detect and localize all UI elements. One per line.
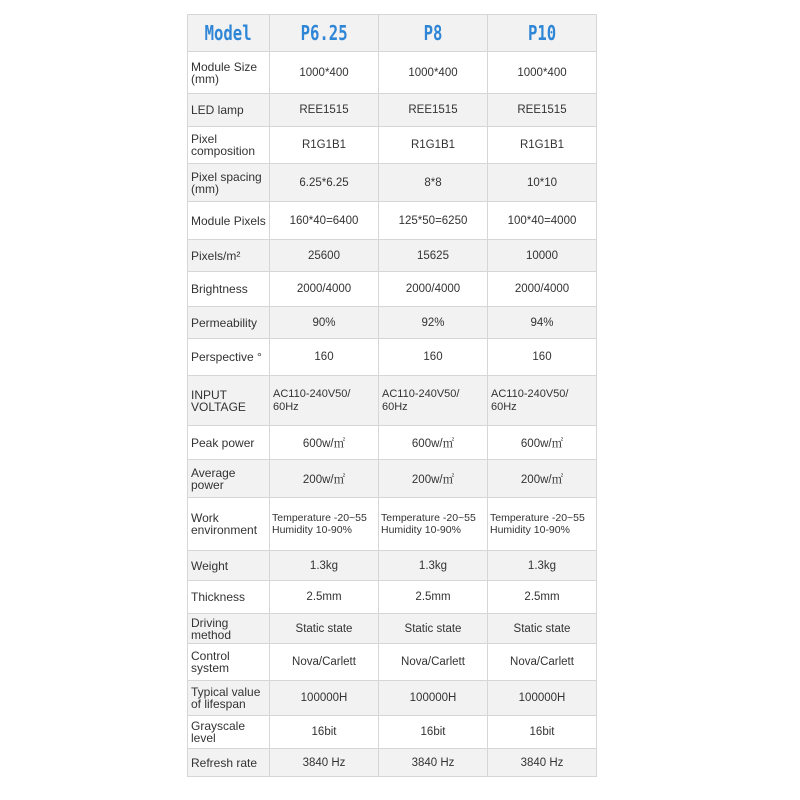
table-cell: AC110-240V50/ 60Hz — [488, 376, 597, 426]
table-cell: AC110-240V50/ 60Hz — [379, 376, 488, 426]
row-label: Work environment — [188, 498, 270, 551]
table-cell: 16bit — [270, 716, 379, 749]
row-label: Pixels/m² — [188, 240, 270, 272]
row-label: Thickness — [188, 581, 270, 614]
header-cell-p10: P10 — [488, 15, 597, 52]
row-label: Pixel composition — [188, 127, 270, 164]
table-cell: 125*50=6250 — [379, 202, 488, 240]
table-header-row — [188, 15, 597, 52]
table-cell: Temperature -20~55 Humidity 10-90% — [379, 498, 488, 551]
header-cell-model: Model — [188, 15, 270, 52]
row-label: Weight — [188, 551, 270, 581]
table-cell: 100*40=4000 — [488, 202, 597, 240]
row-label: Refresh rate — [188, 749, 270, 777]
table-cell: Nova/Carlett — [379, 644, 488, 681]
table-row — [188, 581, 597, 614]
row-label: Permeability — [188, 307, 270, 339]
row-label: Grayscale level — [188, 716, 270, 749]
table-cell: 15625 — [379, 240, 488, 272]
table-cell: 94% — [488, 307, 597, 339]
table-row — [188, 52, 597, 94]
row-label: Perspective ° — [188, 339, 270, 376]
table-cell: 2000/4000 — [270, 272, 379, 307]
table-cell: 2.5mm — [488, 581, 597, 614]
table-cell: R1G1B1 — [379, 127, 488, 164]
table-cell: Temperature -20~55 Humidity 10-90% — [270, 498, 379, 551]
table-cell: 200w/㎡ — [488, 460, 597, 498]
table-cell: R1G1B1 — [270, 127, 379, 164]
table-cell: 92% — [379, 307, 488, 339]
table-row — [188, 749, 597, 777]
row-label: Average power — [188, 460, 270, 498]
table-cell: 600w/㎡ — [488, 426, 597, 460]
table-cell: 16bit — [379, 716, 488, 749]
table-row — [188, 94, 597, 127]
table-cell: Static state — [488, 614, 597, 644]
row-label: Module Pixels — [188, 202, 270, 240]
table-cell: 90% — [270, 307, 379, 339]
row-label: Driving method — [188, 614, 270, 644]
table-cell: REE1515 — [488, 94, 597, 127]
table-cell: 25600 — [270, 240, 379, 272]
row-label: Peak power — [188, 426, 270, 460]
table-cell: 16bit — [488, 716, 597, 749]
table-cell: 100000H — [488, 681, 597, 716]
table-row — [188, 498, 597, 551]
table-cell: 3840 Hz — [270, 749, 379, 777]
table-cell: R1G1B1 — [488, 127, 597, 164]
table-cell: 1000*400 — [270, 52, 379, 94]
table-row — [188, 272, 597, 307]
row-label: Pixel spacing (mm) — [188, 164, 270, 202]
table-body — [188, 52, 597, 777]
row-label: Module Size (mm) — [188, 52, 270, 94]
table-row — [188, 681, 597, 716]
table-row — [188, 460, 597, 498]
table-cell: Static state — [270, 614, 379, 644]
table-cell: 6.25*6.25 — [270, 164, 379, 202]
table-row — [188, 614, 597, 644]
table-cell: 1000*400 — [488, 52, 597, 94]
table-cell: 100000H — [379, 681, 488, 716]
row-label: LED lamp — [188, 94, 270, 127]
table-cell: 100000H — [270, 681, 379, 716]
table-cell: Static state — [379, 614, 488, 644]
table-row — [188, 202, 597, 240]
table-cell: REE1515 — [270, 94, 379, 127]
table-cell: 1000*400 — [379, 52, 488, 94]
table-cell: 2.5mm — [379, 581, 488, 614]
table-row — [188, 240, 597, 272]
table-cell: 3840 Hz — [488, 749, 597, 777]
row-label: Control system — [188, 644, 270, 681]
row-label: Typical value of lifespan — [188, 681, 270, 716]
table-row — [188, 716, 597, 749]
table-row — [188, 551, 597, 581]
table-cell: 3840 Hz — [379, 749, 488, 777]
table-cell: AC110-240V50/ 60Hz — [270, 376, 379, 426]
table-row — [188, 644, 597, 681]
table-cell: REE1515 — [379, 94, 488, 127]
table-cell: Nova/Carlett — [488, 644, 597, 681]
table-cell: 160*40=6400 — [270, 202, 379, 240]
table-cell: 2.5mm — [270, 581, 379, 614]
spec-table — [187, 14, 597, 777]
header-cell-p8: P8 — [379, 15, 488, 52]
table-cell: 200w/㎡ — [379, 460, 488, 498]
table-row — [188, 307, 597, 339]
header-cell-p625: P6.25 — [270, 15, 379, 52]
table-row — [188, 426, 597, 460]
table-cell: 10000 — [488, 240, 597, 272]
table-cell: Nova/Carlett — [270, 644, 379, 681]
table-cell: 10*10 — [488, 164, 597, 202]
table-cell: 160 — [488, 339, 597, 376]
table-cell: 2000/4000 — [488, 272, 597, 307]
row-label: Brightness — [188, 272, 270, 307]
table-cell: 200w/㎡ — [270, 460, 379, 498]
table-row — [188, 164, 597, 202]
table-cell: 1.3kg — [270, 551, 379, 581]
table-cell: 8*8 — [379, 164, 488, 202]
table-cell: 160 — [379, 339, 488, 376]
table-cell: Temperature -20~55 Humidity 10-90% — [488, 498, 597, 551]
row-label: INPUT VOLTAGE — [188, 376, 270, 426]
table-cell: 600w/㎡ — [270, 426, 379, 460]
table-cell: 1.3kg — [488, 551, 597, 581]
table-cell: 2000/4000 — [379, 272, 488, 307]
table-row — [188, 339, 597, 376]
table-row — [188, 376, 597, 426]
table-cell: 600w/㎡ — [379, 426, 488, 460]
table-cell: 160 — [270, 339, 379, 376]
table-row — [188, 127, 597, 164]
table-cell: 1.3kg — [379, 551, 488, 581]
